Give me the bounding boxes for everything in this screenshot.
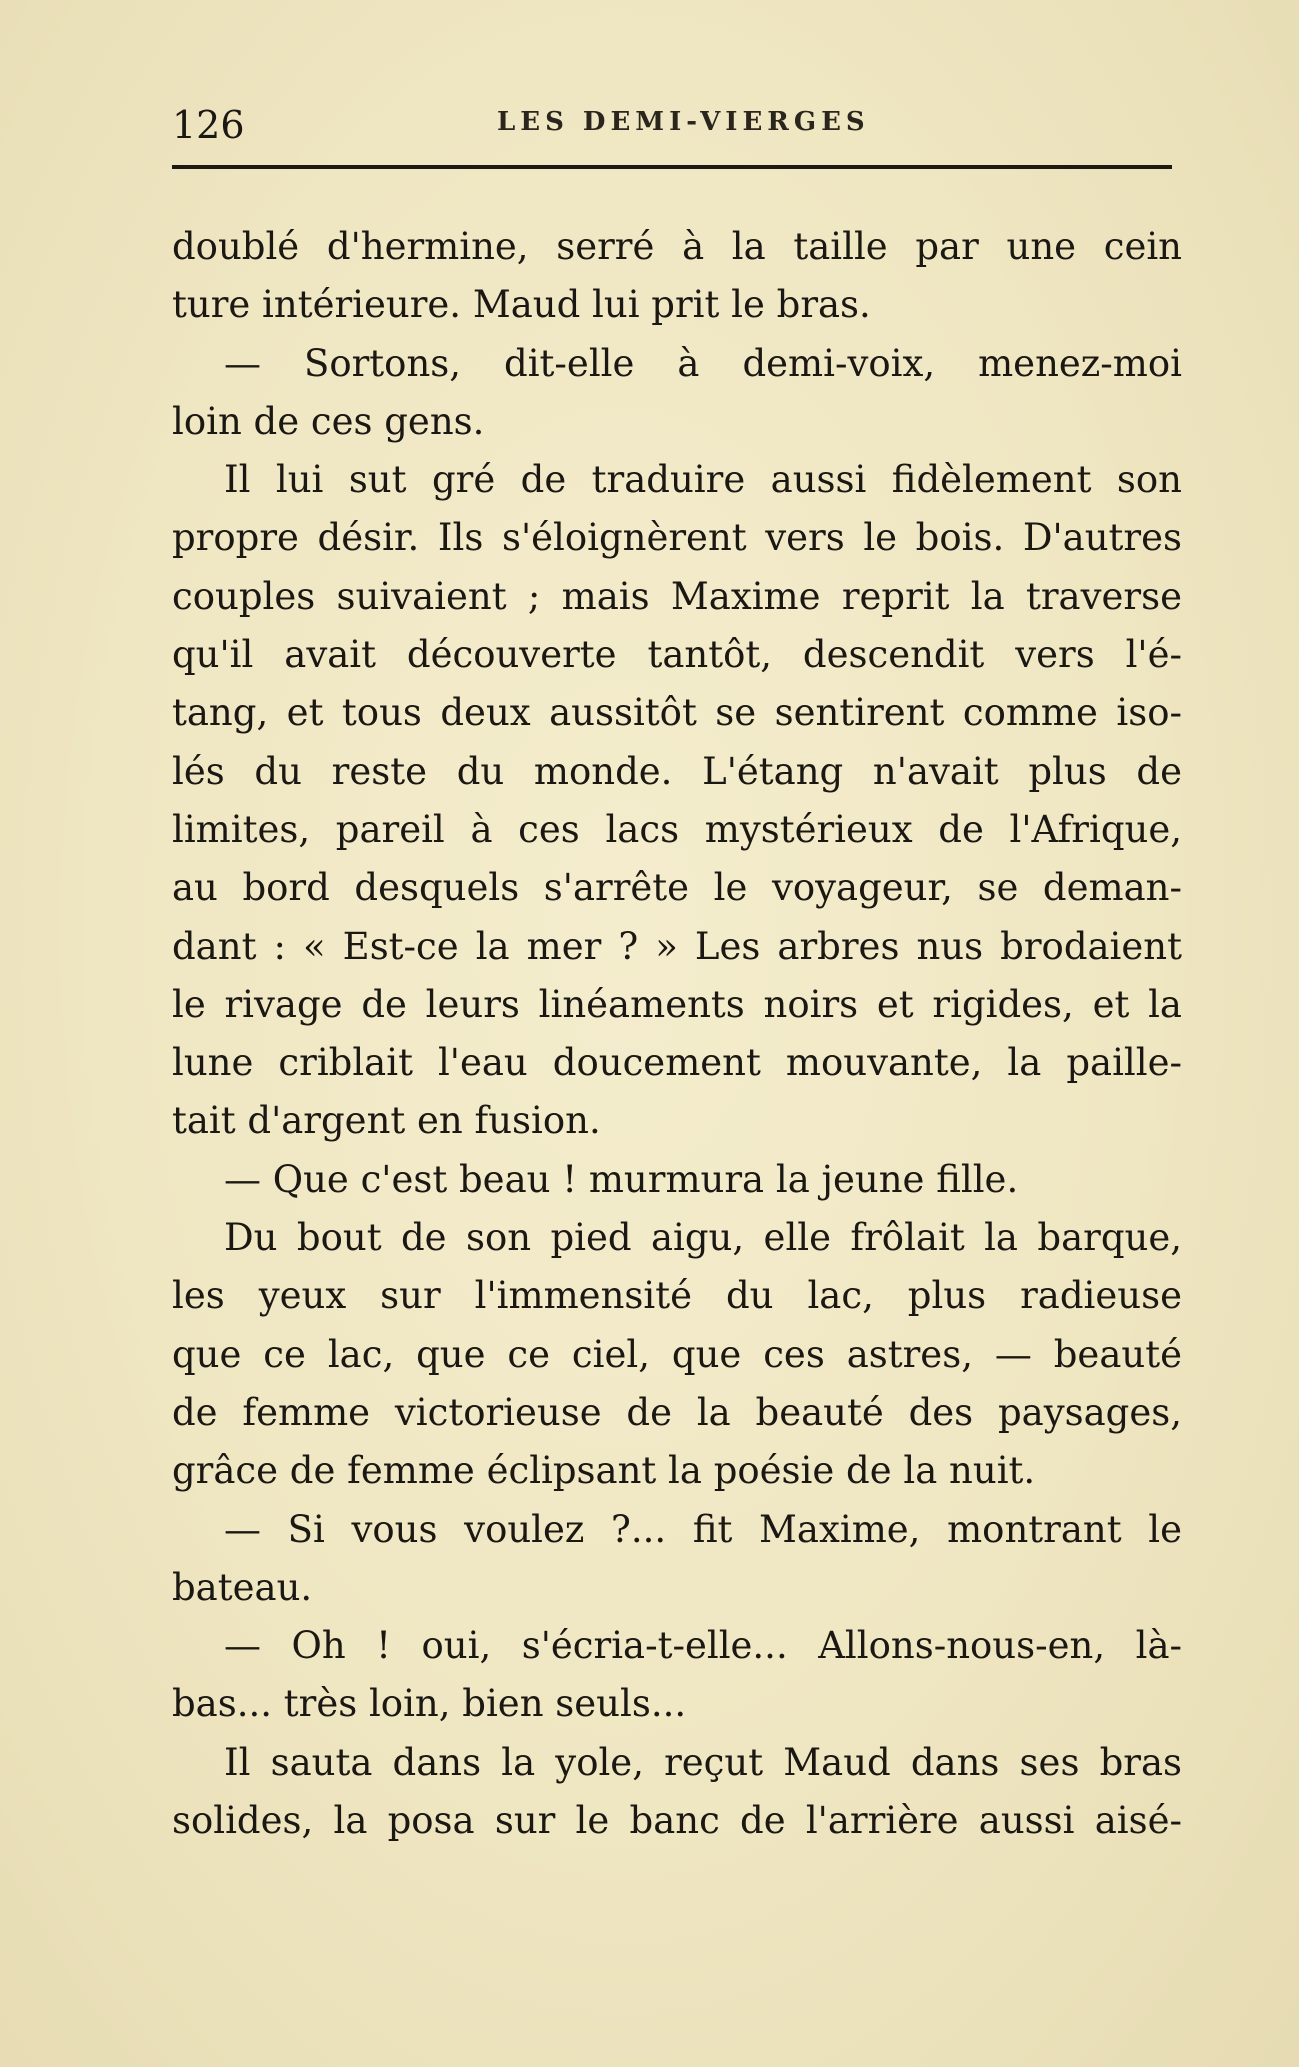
text-line: limites, pareil à ces lacs mystérieux de l'Afrique,	[172, 807, 1182, 851]
text-line: Du bout de son pied aigu, elle frôlait la barque,	[224, 1216, 1182, 1260]
text-line: les yeux sur l'immensité du lac, plus radieuse	[172, 1274, 1182, 1318]
header-rule	[172, 165, 1172, 169]
text-line: lune criblait l'eau doucement mouvante, la paille-	[172, 1041, 1182, 1085]
text-line: propre désir. Ils s'éloignèrent vers le bois. D'autres	[172, 516, 1182, 560]
text-line: Il sauta dans la yole, reçut Maud dans ses bras	[224, 1740, 1182, 1784]
text-line: — Que c'est beau ! murmura la jeune fille.	[224, 1157, 1019, 1201]
text-line: doublé d'hermine, serré à la taille par une cein	[172, 225, 1182, 268]
text-line: que ce lac, que ce ciel, que ces astres, — beauté	[172, 1332, 1182, 1376]
text-line: lés du reste du monde. L'étang n'avait plus de	[172, 749, 1182, 793]
text-line: au bord desquels s'arrête le voyageur, se deman-	[172, 866, 1182, 910]
text-line: qu'il avait découverte tantôt, descendit vers l'é-	[172, 633, 1182, 677]
text-line: — Oh ! oui, s'écria-t-elle... Allons-nous-en, là-	[224, 1624, 1182, 1668]
text-line: grâce de femme éclipsant la poésie de la nuit.	[172, 1449, 1036, 1493]
text-line: — Si vous voulez ?... fit Maxime, montrant le	[224, 1507, 1182, 1551]
running-head	[172, 100, 1172, 150]
text-line: couples suivaient ; mais Maxime reprit la traverse	[172, 574, 1182, 618]
body-text	[172, 218, 1182, 1850]
text-line: dant : « Est-ce la mer ? » Les arbres nus brodaient	[172, 924, 1182, 968]
text-line: — Sortons, dit-elle à demi-voix, menez-moi	[224, 341, 1182, 385]
text-line: tait d'argent en fusion.	[172, 1099, 601, 1143]
text-line: ture intérieure. Maud lui prit le bras.	[172, 283, 871, 327]
page-number: 126	[172, 103, 245, 147]
text-line: de femme victorieuse de la beauté des paysages,	[172, 1390, 1182, 1434]
text-line: bateau.	[172, 1565, 313, 1609]
text-line: le rivage de leurs linéaments noirs et rigides, et la	[172, 982, 1182, 1026]
book-title: LES DEMI-VIERGES	[497, 107, 870, 137]
text-line: solides, la posa sur le banc de l'arrière aussi aisé-	[172, 1799, 1182, 1843]
text-line: loin de ces gens.	[172, 399, 485, 443]
text-line: Il lui sut gré de traduire aussi fidèlement son	[224, 458, 1182, 502]
text-line: bas... très loin, bien seuls...	[172, 1682, 687, 1726]
text-line: tang, et tous deux aussitôt se sentirent comme iso-	[172, 691, 1182, 735]
